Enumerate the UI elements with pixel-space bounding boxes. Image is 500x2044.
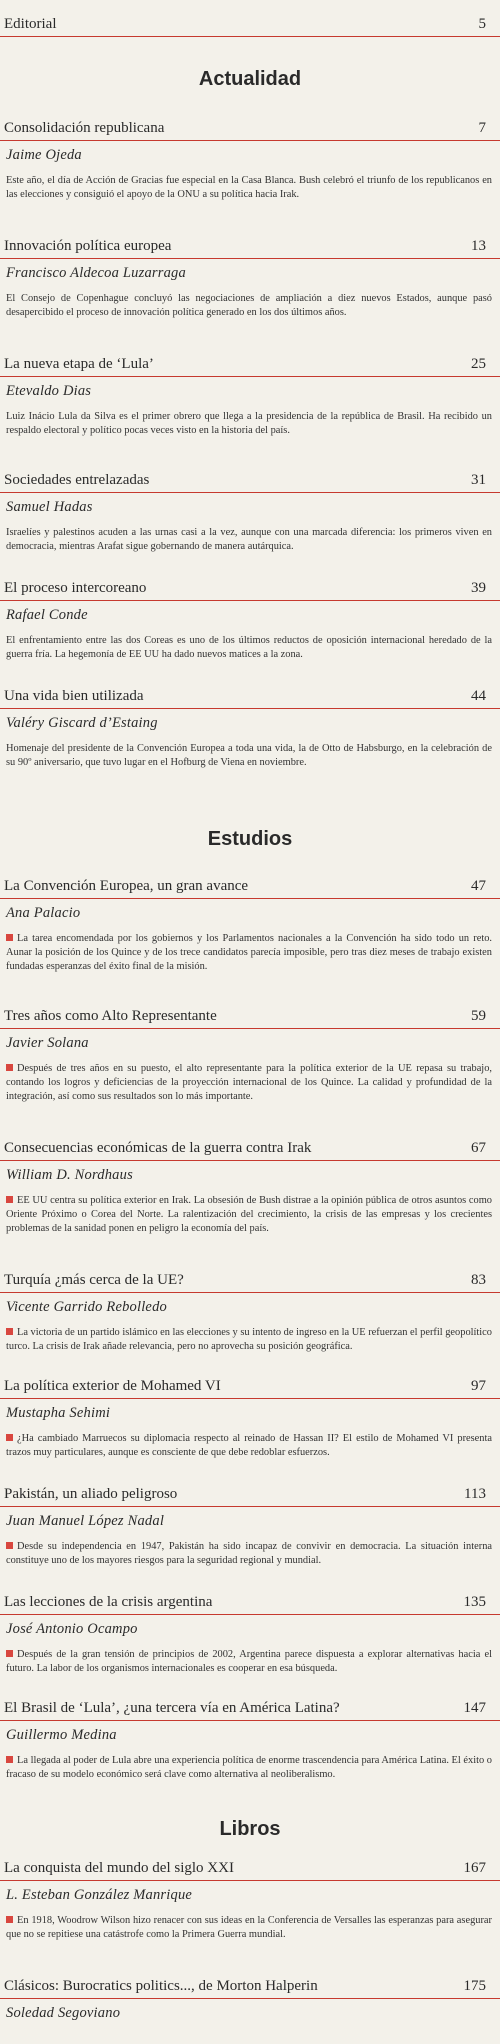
entry-summary-text: La llegada al poder de Lula abre una experiencia política de enorme trascendencia para América Latina. El éxito o fracaso de su modelo económico será clave como alternativa al neoliberalismo.	[6, 1755, 492, 1780]
entry-title-row	[0, 1976, 500, 1999]
entry-summary: Homenaje del presidente de la Convención Europea a toda una vida, la de Otto de Habsburgo, en la celebración de su 90º aniversario, que tuvo lugar en el Hofburg de Viena en noviembre.	[6, 743, 492, 768]
entry-title: El Brasil de ‘Lula’, ¿una tercera vía en América Latina?	[4, 1700, 340, 1716]
entry-title-row	[0, 1858, 500, 1881]
bullet-marker	[6, 934, 13, 941]
entry-summary	[6, 1754, 492, 1782]
entry-title: La política exterior de Mohamed VI	[4, 1378, 221, 1394]
entry-title: La nueva etapa de ‘Lula’	[4, 356, 154, 372]
section-heading-actualidad: Actualidad	[198, 68, 302, 90]
toc-entry[interactable]	[0, 578, 500, 662]
entry-page-number: 13	[471, 238, 486, 254]
entry-summary-text: Después de tres años en su puesto, el alto representante para la política exterior de la UE repasa su trabajo, contando los logros y deficiencias de la proyección internacional de los Quince. La calidad y profundidad de la integración, así como sus resultados son lo más importante.	[6, 1063, 492, 1102]
toc-entry[interactable]	[0, 1376, 500, 1460]
entry-summary-text: En 1918, Woodrow Wilson hizo renacer con sus ideas en la Conferencia de Versalles las esperanzas para asegurar que no se repitiese una catástrofe como la Primera Guerra mundial.	[6, 1915, 492, 1940]
entry-page-number: 7	[478, 120, 486, 136]
entry-author: Javier Solana	[6, 1035, 89, 1051]
entry-title: La Convención Europea, un gran avance	[4, 878, 249, 894]
toc-entry[interactable]	[0, 1858, 500, 1942]
entry-author: Samuel Hadas	[6, 499, 93, 515]
bullet-marker	[6, 1434, 13, 1441]
entry-title: Consecuencias económicas de la guerra contra Irak	[4, 1140, 312, 1156]
toc-entry[interactable]	[0, 118, 500, 202]
toc-entry[interactable]	[0, 1270, 500, 1354]
toc-entry-editorial[interactable]	[0, 14, 500, 37]
entry-title: Consolidación republicana	[4, 120, 165, 136]
entry-summary-text: EE UU centra su política exterior en Irak. La obsesión de Bush distrae a la opinión pública de otros asuntos como Oriente Próximo o Corea del Norte. La ralentización del crecimiento, la crisis de las empresas y los crecientes problemas de la sanidad ponen en peligro la economía del país.	[6, 1195, 492, 1234]
entry-page-number: 47	[471, 878, 486, 894]
entry-summary	[6, 1062, 492, 1104]
entry-summary	[6, 932, 492, 974]
entry-title: Tres años como Alto Representante	[4, 1008, 217, 1024]
toc-entry[interactable]	[0, 236, 500, 320]
entry-summary: El Consejo de Copenhague concluyó las negociaciones de ampliación a diez nuevos Estados, aunque pasó desapercibido el proceso de innovación política generado en los dos últimos años.	[6, 293, 492, 318]
toc-entry[interactable]	[0, 1138, 500, 1236]
entry-page-number: 44	[471, 688, 486, 704]
entry-page-number: 175	[463, 1978, 486, 1994]
bullet-marker	[6, 1196, 13, 1203]
entry-summary-text: La victoria de un partido islámico en las elecciones y su intento de ingreso en la UE refuerzan el perfil geopolítico turco. La crisis de Irak añade relevancia, pero no aprovecha su posición geográfica.	[6, 1327, 492, 1352]
entry-title: Clásicos: Burocratics politics..., de Morton Halperin	[4, 1978, 318, 1994]
section-heading-estudios: Estudios	[207, 828, 293, 850]
toc-entry[interactable]	[0, 1592, 500, 1676]
entry-title: Editorial	[4, 16, 57, 32]
entry-page-number: 147	[463, 1700, 486, 1716]
entry-page-number: 167	[463, 1860, 486, 1876]
toc-entry[interactable]	[0, 1484, 500, 1568]
entry-author: Soledad Segoviano	[6, 2005, 121, 2021]
entry-page-number: 113	[464, 1486, 486, 1502]
toc-entry[interactable]	[0, 686, 500, 770]
entry-title: La conquista del mundo del siglo XXI	[4, 1860, 234, 1876]
entry-summary	[6, 1194, 492, 1236]
entry-author: Ana Palacio	[6, 905, 81, 921]
entry-page-number: 83	[471, 1272, 486, 1288]
toc-entry[interactable]	[0, 354, 500, 438]
entry-title-row	[0, 1138, 500, 1161]
entry-author: Valéry Giscard d’Estaing	[6, 715, 158, 731]
entry-summary: Israelíes y palestinos acuden a las urnas casi a la vez, aunque con una marcada diferencia: los primeros viven en democracia, mientras Arafat sigue gobernando de manera autárquica.	[6, 527, 492, 552]
entry-author: José Antonio Ocampo	[6, 1621, 138, 1637]
toc-entry[interactable]	[0, 1976, 500, 2022]
entry-page-number: 59	[471, 1008, 486, 1024]
bullet-marker	[6, 1064, 13, 1071]
toc-entry[interactable]	[0, 1698, 500, 1782]
entry-page-number: 5	[478, 16, 486, 32]
entry-author: Jaime Ojeda	[6, 147, 82, 163]
entry-author: L. Esteban González Manrique	[6, 1887, 193, 1903]
entry-title-row	[0, 1270, 500, 1293]
entry-summary	[6, 1648, 492, 1676]
entry-title-row	[0, 236, 500, 259]
entry-author: Guillermo Medina	[6, 1727, 117, 1743]
entry-title-row	[0, 354, 500, 377]
toc-entry[interactable]	[0, 470, 500, 554]
entry-summary	[6, 1432, 492, 1460]
bullet-marker	[6, 1328, 13, 1335]
entry-summary: Este año, el día de Acción de Gracias fue especial en la Casa Blanca. Bush celebró el triunfo de los republicanos en las elecciones y consiguió el apoyo de la ONU a su política hacia Irak.	[6, 175, 492, 200]
entry-title-row	[0, 1006, 500, 1029]
entry-page-number: 39	[471, 580, 486, 596]
entry-author: Rafael Conde	[6, 607, 88, 623]
entry-summary	[6, 1326, 492, 1354]
entry-title-row	[0, 686, 500, 709]
entry-title-row	[0, 578, 500, 601]
bullet-marker	[6, 1542, 13, 1549]
entry-title: El proceso intercoreano	[4, 580, 147, 596]
entry-title-row	[0, 1592, 500, 1615]
entry-summary	[6, 1914, 492, 1942]
entry-summary-text: La tarea encomendada por los gobiernos y los Parlamentos nacionales a la Convención ha sido todo un reto. Aunar la posición de los Quince y de los trece candidatos parecía imposible, pero tras diez meses de trabajo existen fundadas esperanzas del éxito final de la misión.	[6, 933, 492, 972]
entry-title: Una vida bien utilizada	[4, 688, 144, 704]
entry-page-number: 97	[471, 1378, 486, 1394]
bullet-marker	[6, 1650, 13, 1657]
entry-title: Sociedades entrelazadas	[4, 472, 150, 488]
entry-summary: El enfrentamiento entre las dos Coreas es uno de los últimos reductos de oposición internacional heredado de la guerra fría. La hegemonía de EE UU ha dado nuevos matices a la zona.	[6, 635, 492, 660]
entry-author: William D. Nordhaus	[6, 1167, 133, 1183]
bullet-marker	[6, 1756, 13, 1763]
entry-summary-text: ¿Ha cambiado Marruecos su diplomacia respecto al reinado de Hassan II? El estilo de Mohamed VI presenta trazos muy particulares, aunque es consciente de que debe redoblar esfuerzos.	[6, 1433, 492, 1458]
entry-title-row	[0, 470, 500, 493]
entry-summary	[6, 1540, 492, 1568]
entry-title: Innovación política europea	[4, 238, 172, 254]
entry-title: Pakistán, un aliado peligroso	[4, 1486, 178, 1502]
entry-summary-text: Desde su independencia en 1947, Pakistán ha sido incapaz de convivir en democracia. La situación interna constituye uno de los mayores riesgos para la seguridad regional y mundial.	[6, 1541, 492, 1566]
entry-page-number: 25	[471, 356, 486, 372]
entry-author: Mustapha Sehimi	[6, 1405, 111, 1421]
toc-entry[interactable]	[0, 876, 500, 974]
entry-title-row	[0, 118, 500, 141]
entry-page-number: 31	[471, 472, 486, 488]
entry-page-number: 135	[463, 1594, 486, 1610]
bullet-marker	[6, 1916, 13, 1923]
entry-summary-text: Después de la gran tensión de principios de 2002, Argentina parece dispuesta a explorar alternativas hacia el futuro. La labor de los organismos internacionales es cooperar en esa búsqueda.	[6, 1649, 492, 1674]
section-heading-libros: Libros	[219, 1818, 281, 1840]
entry-summary: Luiz Inácio Lula da Silva es el primer obrero que llega a la presidencia de la república de Brasil. Ha recibido un respaldo electoral y político pocas veces visto en la historia del país.	[6, 411, 492, 436]
entry-title-row	[0, 876, 500, 899]
entry-author: Vicente Garrido Rebolledo	[6, 1299, 167, 1315]
entry-title-row	[0, 1484, 500, 1507]
entry-author: Etevaldo Dias	[6, 383, 92, 399]
entry-title-row	[0, 1698, 500, 1721]
entry-page-number: 67	[471, 1140, 486, 1156]
entry-title-row	[0, 14, 500, 37]
entry-author: Francisco Aldecoa Luzarraga	[6, 265, 186, 281]
entry-author: Juan Manuel López Nadal	[6, 1513, 165, 1529]
entry-title: Las lecciones de la crisis argentina	[4, 1594, 213, 1610]
toc-entry[interactable]	[0, 1006, 500, 1104]
entry-title: Turquía ¿más cerca de la UE?	[4, 1272, 184, 1288]
entry-title-row	[0, 1376, 500, 1399]
